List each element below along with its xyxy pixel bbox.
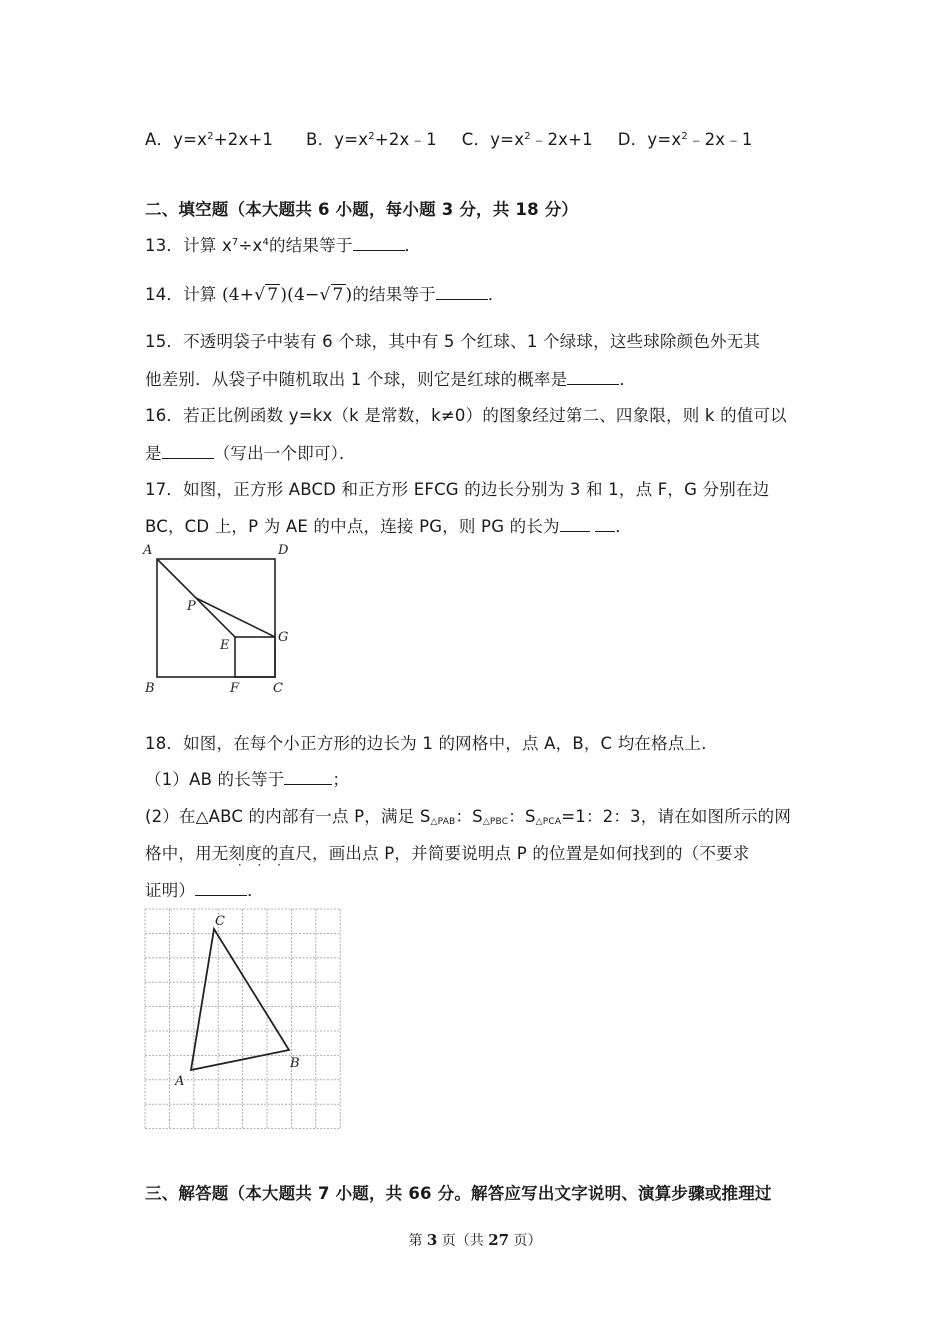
section-3-title: 三、解答题（本大题共 7 小题，共 66 分。解答应写出文字说明、演算步骤或推理过 [145, 1184, 772, 1203]
answer-blank [560, 517, 590, 532]
option-b: B．$y=x^2+2x﹣1$ [306, 130, 437, 149]
label-e: E [220, 638, 230, 653]
q18-grid-figure [143, 907, 343, 1131]
question-15-line-2: 他差别．从袋子中随机取出 1 个球，则它是红球的概率是 ． [145, 370, 637, 389]
label-g: G [278, 630, 289, 645]
label-b: B [145, 681, 155, 696]
answer-blank [284, 770, 332, 785]
answer-blank [195, 881, 247, 896]
question-16-line-1: 16．若正比例函数 y=kx（k 是常数，k≠0）的图象经过第二、四象限，则 k 的值可以 [145, 406, 787, 425]
label-a: A [143, 543, 153, 558]
q17-square-figure [140, 540, 300, 700]
option-c: C．$y=x^2﹣2x+1$ [461, 130, 593, 149]
triangle-abc [191, 929, 289, 1070]
question-13: 13．计算 $x^7\div x^4$的结果等于 ． [145, 236, 422, 255]
answer-blank [595, 517, 615, 532]
label-d: D [278, 543, 289, 558]
grid-lines [145, 909, 340, 1129]
question-15-line-1: 15．不透明袋子中装有 6 个球，其中有 5 个红球、1 个绿球，这些球除颜色外无其 [145, 332, 761, 351]
question-18-part-1: （1）AB 的长等于 ； [145, 770, 350, 789]
answer-blank [567, 370, 619, 385]
section-2-title: 二、填空题（本大题共 6 小题，每小题 3 分，共 18 分） [145, 200, 579, 219]
option-d: D．$y=x^2﹣2x﹣1$ [617, 130, 753, 149]
label-a: A [175, 1074, 185, 1089]
answer-blank [436, 285, 488, 300]
q14-expression: (4+√ 7 )(4−√ 7 ) [221, 285, 353, 305]
emphasis-dots: 无刻度 · · · [212, 844, 262, 863]
question-17-line-2: BC，CD 上，P 为 AE 的中点，连接 PG，则 PG 的长为 ． [145, 517, 632, 536]
label-b: B [290, 1056, 300, 1071]
question-18-line-1: 18．如图，在每个小正方形的边长为 1 的网格中，点 A，B，C 均在格点上． [145, 734, 718, 753]
segment-pg [196, 598, 275, 637]
option-a: A．$y=x^2+2x+1$ [145, 130, 274, 149]
q12-options [145, 126, 753, 150]
question-17-line-1: 17．如图，正方形 ABCD 和正方形 EFCG 的边长分别为 3 和 1，点 F，G 分别在边 [145, 480, 770, 499]
label-c: C [273, 681, 283, 696]
question-18-part-2-line-1: (2）在△ABC 的内部有一点 P，满足 $S_{\triangle PAB}$：$S_{\triangle PBC}$：$S_{\triangle PCA}=1$：2：3，请在如图所示的网 [145, 807, 792, 827]
label-p: P [187, 599, 196, 614]
label-f: F [230, 681, 240, 696]
total-pages: 27 [488, 1231, 510, 1249]
current-page: 3 [426, 1231, 438, 1249]
answer-blank [353, 236, 405, 251]
question-18-part-2-line-2: 格中，用无刻度 · · ·的直尺，画出点 P，并简要说明点 P 的位置是如何找到的（不要求 [145, 840, 749, 864]
label-c: C [215, 914, 225, 929]
page-footer: 第 3 页（共 27 页） [408, 1231, 542, 1249]
question-18-part-2-line-3: 证明） ． [145, 881, 264, 900]
question-14: 14．计算 (4+√ 7 )(4−√ 7 )的结果等于 ． [145, 285, 505, 305]
question-16-line-2: 是 （写出一个即可）． [145, 444, 356, 463]
square-efcg [235, 637, 275, 677]
answer-blank [162, 444, 214, 459]
